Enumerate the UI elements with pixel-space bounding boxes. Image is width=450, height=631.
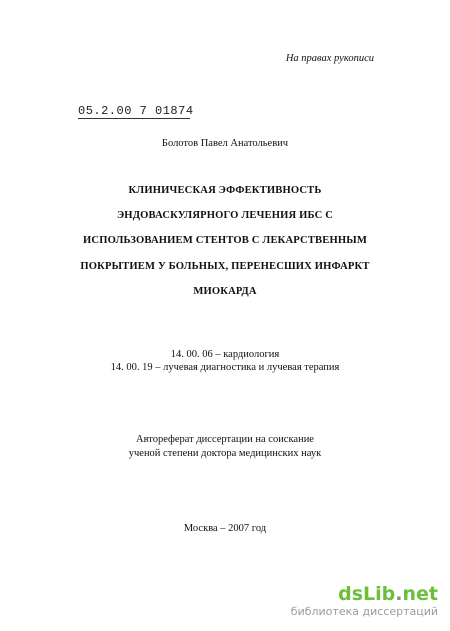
specialty-line: 14. 00. 19 – лучевая диагностика и лучевая терапия [110, 361, 340, 373]
specialty-codes [0, 349, 450, 374]
abstract-line: ученой степени доктора медицинских наук [128, 447, 322, 459]
watermark-tagline: библиотека диссертаций [290, 605, 438, 618]
specialty-line: 14. 00. 06 – кардиология [170, 349, 280, 360]
abstract-line: Автореферат диссертации на соискание [136, 434, 314, 445]
stamp-number: 05.2.00 7 01874 [78, 104, 194, 118]
title-line: МИОКАРДА [193, 285, 257, 297]
dslib-watermark[interactable] [291, 583, 438, 618]
title-line: ЭНДОВАСКУЛЯРНОГО ЛЕЧЕНИЯ ИБС С [116, 210, 334, 222]
author-name: Болотов Павел Анатольевич [161, 138, 289, 149]
stamp-underline [78, 118, 190, 119]
watermark-logo: dsLib.net [338, 583, 438, 605]
library-stamp [78, 104, 194, 118]
rights-note: На правах рукописи [285, 53, 374, 64]
place-year: Москва – 2007 год [183, 523, 267, 534]
title-line: ИСПОЛЬЗОВАНИЕМ СТЕНТОВ С ЛЕКАРСТВЕННЫМ [83, 235, 367, 247]
abstract-caption [0, 433, 450, 460]
dissertation-title [80, 178, 370, 304]
title-line: ПОКРЫТИЕМ У БОЛЬНЫХ, ПЕРЕНЕСШИХ ИНФАРКТ [80, 260, 370, 272]
title-line: КЛИНИЧЕСКАЯ ЭФФЕКТИВНОСТЬ [128, 185, 322, 196]
